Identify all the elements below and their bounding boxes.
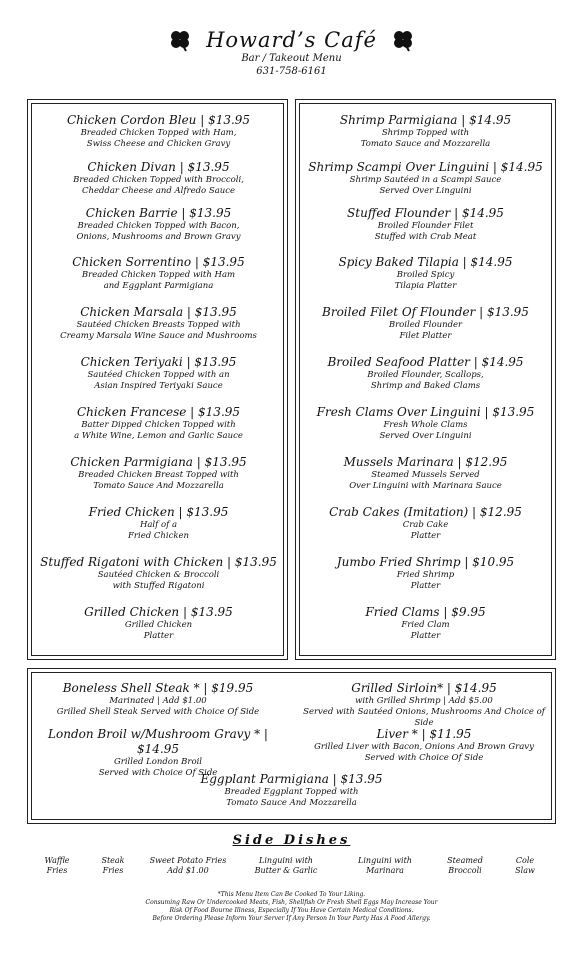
item-desc: Fried Chicken [128,531,189,541]
page-title: Howard’s Café [206,28,377,52]
menu-item [33,505,284,542]
menu-item [300,455,551,492]
side-line: Fries [46,866,68,875]
item-desc: Asian Inspired Teriyaki Sauce [94,381,223,391]
item-desc: Broiled Spicy [396,270,455,280]
menu-item [33,455,284,492]
side-line: Waffle [44,856,70,865]
item-desc: Shrimp and Baked Clams [370,381,481,391]
menu-item [33,160,284,197]
menu-item [33,113,284,150]
item-desc: Platter [410,581,441,591]
item-desc: Tomato Sauce And Mozzarella [93,481,224,491]
phone-number: 631-758-6161 [256,66,327,77]
item-desc: Batter Dipped Chicken Topped with [81,420,236,430]
menu-item [33,605,284,642]
side-line: Steak [101,856,125,865]
side-dish [358,856,412,876]
item-name: Spicy Baked Tilapia | $14.95 [338,255,513,269]
item-desc: Grilled Chicken [124,620,193,630]
item-name: Mussels Marinara | $12.95 [343,455,508,469]
item-name: Stuffed Flounder | $14.95 [347,206,504,220]
item-desc: Grilled Liver with Bacon, Onions And Brown Gravy [314,742,534,752]
side-line: Linguini with [358,856,412,865]
left-menu-column [33,99,284,658]
item-desc: Crab Cake [402,520,449,530]
side-line: Cole [515,856,535,865]
item-name: Grilled Sirloin* | $14.95 [351,681,497,695]
item-desc: Served with Choice Of Side [98,768,218,778]
item-name: Boneless Shell Steak * | $19.95 [62,681,254,695]
side-line: Broccoli [448,866,482,875]
item-desc: Fried Clam [401,620,450,630]
item-desc: Half of a [139,520,178,530]
item-desc: Cheddar Cheese and Alfredo Sauce [81,186,236,196]
item-desc: Filet Platter [399,331,452,341]
item-name: Shrimp Parmigiana | $14.95 [339,113,512,127]
item-desc: Served with Sautéed Onions, Mushrooms And Choice of Side [303,707,545,728]
side-line: Slaw [515,866,535,875]
disclaimer-line: Before Ordering Please Inform Your Server If Any Person In Your Party Has A Food Allergy. [152,915,431,922]
item-desc: Tilapia Platter [394,281,457,291]
item-desc: Platter [143,631,174,641]
item-desc: Marinated | Add $1.00 [109,696,207,706]
side-dish [515,856,535,876]
item-name: Shrimp Scampi Over Linguini | $14.95 [308,160,543,174]
side-dish [447,856,483,876]
side-dish [255,856,318,876]
side-line: Linguini with [259,856,313,865]
item-name: Fried Clams | $9.95 [365,605,486,619]
item-desc: Breaded Chicken Topped with Ham, [80,128,237,138]
menu-item [33,555,284,592]
item-name: Chicken Cordon Bleu | $13.95 [66,113,251,127]
menu-item [298,727,550,764]
menu-item [300,255,551,292]
item-name: Chicken Marsala | $13.95 [80,305,237,319]
title-row [0,28,583,52]
item-desc: Grilled London Broil [113,757,203,767]
item-desc: Onions, Mushrooms and Brown Gravy [76,232,241,242]
item-desc: Swiss Cheese and Chicken Gravy [86,139,231,149]
right-menu-column [300,99,551,658]
item-name: Stuffed Rigatoni with Chicken | $13.95 [40,555,277,569]
menu-item [300,305,551,342]
item-name: Chicken Sorrentino | $13.95 [72,255,245,269]
item-desc: Served Over Linguini [379,431,472,441]
menu-item [300,555,551,592]
side-dish [150,856,227,876]
item-desc: Shrimp Sautéed in a Scampi Sauce [349,175,502,185]
item-desc: Sautéed Chicken Breasts Topped with [76,320,241,330]
item-desc: Served with Choice Of Side [364,753,484,763]
item-name: London Broil w/Mushroom Gravy * | $14.95 [48,727,268,756]
item-name: Broiled Filet Of Flounder | $13.95 [322,305,529,319]
side-dish [101,856,124,876]
item-name: Jumbo Fried Shrimp | $10.95 [336,555,515,569]
side-dishes-heading: Side Dishes [232,833,351,848]
menu-item [300,160,551,197]
menu-item [300,405,551,442]
item-desc: Sautéed Chicken & Broccoli [97,570,220,580]
item-desc: Fresh Whole Clams [383,420,468,430]
disclaimer-line: Risk Of Food Bourne Illness, Especially If You Have Certain Medical Conditions. [169,907,414,914]
menu-item [33,355,284,392]
item-desc: Over Linguini with Marinara Sauce [349,481,502,491]
menu-subtitle: Bar / Takeout Menu [241,53,342,64]
item-name: Eggplant Parmigiana | $13.95 [200,772,383,786]
item-name: Fried Chicken | $13.95 [88,505,229,519]
item-desc: Breaded Chicken Topped with Ham [81,270,236,280]
item-name: Crab Cakes (Imitation) | $12.95 [329,505,522,519]
menu-item [300,605,551,642]
item-desc: Breaded Chicken Topped with Bacon, [77,221,240,231]
item-desc: Steamed Mussels Served [371,470,480,480]
menu-item [300,113,551,150]
menu-item [33,681,283,718]
item-desc: Breaded Chicken Breast Topped with [78,470,239,480]
item-desc: Breaded Chicken Topped with Broccoli, [73,175,244,185]
item-desc: Tomato Sauce And Mozzarella [226,798,357,808]
shamrock-icon [391,28,415,52]
item-desc: Grilled Shell Steak Served with Choice Of Side [56,707,260,717]
menu-item [300,505,551,542]
side-line: Add $1.00 [167,866,209,875]
item-desc: and Eggplant Parmigiana [103,281,214,291]
side-dish [45,856,70,876]
item-desc: Breaded Eggplant Topped with [224,787,359,797]
allergy-disclaimer [0,891,583,923]
item-desc: Broiled Flounder [388,320,463,330]
menu-item [300,355,551,392]
item-desc: Tomato Sauce and Mozzarella [360,139,491,149]
item-name: Fresh Clams Over Linguini | $13.95 [316,405,535,419]
item-name: Chicken Francese | $13.95 [76,405,241,419]
menu-item [33,305,284,342]
item-name: Chicken Divan | $13.95 [87,160,230,174]
menu-item [33,206,284,243]
item-desc: Sautéed Chicken Topped with an [87,370,230,380]
item-name: Liver * | $11.95 [376,727,472,741]
item-desc: Stuffed with Crab Meat [374,232,477,242]
item-desc: Shrimp Topped with [381,128,470,138]
side-line: Marinara [366,866,404,875]
menu-item [298,681,550,729]
disclaimer-line: *This Menu Item Can Be Cooked To Your Liking. [217,891,366,898]
item-desc: Broiled Flounder, Scallops, [367,370,484,380]
item-name: Chicken Parmigiana | $13.95 [70,455,247,469]
item-name: Broiled Seafood Platter | $14.95 [327,355,524,369]
disclaimer-line: Consuming Raw Or Undercooked Meats, Fish, Shellfish Or Fresh Shell Eggs May Increase Your [145,899,438,906]
item-name: Chicken Barrie | $13.95 [85,206,232,220]
item-desc: with Stuffed Rigatoni [112,581,205,591]
item-desc: Creamy Marsala Wine Sauce and Mushrooms [60,331,257,341]
menu-item [33,255,284,292]
side-line: Steamed [447,856,483,865]
side-line: Sweet Potato Fries [149,856,227,865]
item-name: Chicken Teriyaki | $13.95 [80,355,237,369]
side-line: Butter & Garlic [254,866,318,875]
item-desc: a White Wine, Lemon and Garlic Sauce [74,431,243,441]
menu-item [33,772,550,809]
item-desc: Platter [410,531,441,541]
item-desc: Broiled Flounder Filet [377,221,474,231]
shamrock-icon [168,28,192,52]
menu-item [300,206,551,243]
menu-item [33,405,284,442]
menu-header [0,28,583,78]
item-desc: Fried Shrimp [396,570,455,580]
item-desc: with Grilled Shrimp | Add $5.00 [355,696,493,706]
item-name: Grilled Chicken | $13.95 [84,605,233,619]
item-desc: Platter [410,631,441,641]
side-line: Fries [102,866,124,875]
item-desc: Served Over Linguini [379,186,472,196]
